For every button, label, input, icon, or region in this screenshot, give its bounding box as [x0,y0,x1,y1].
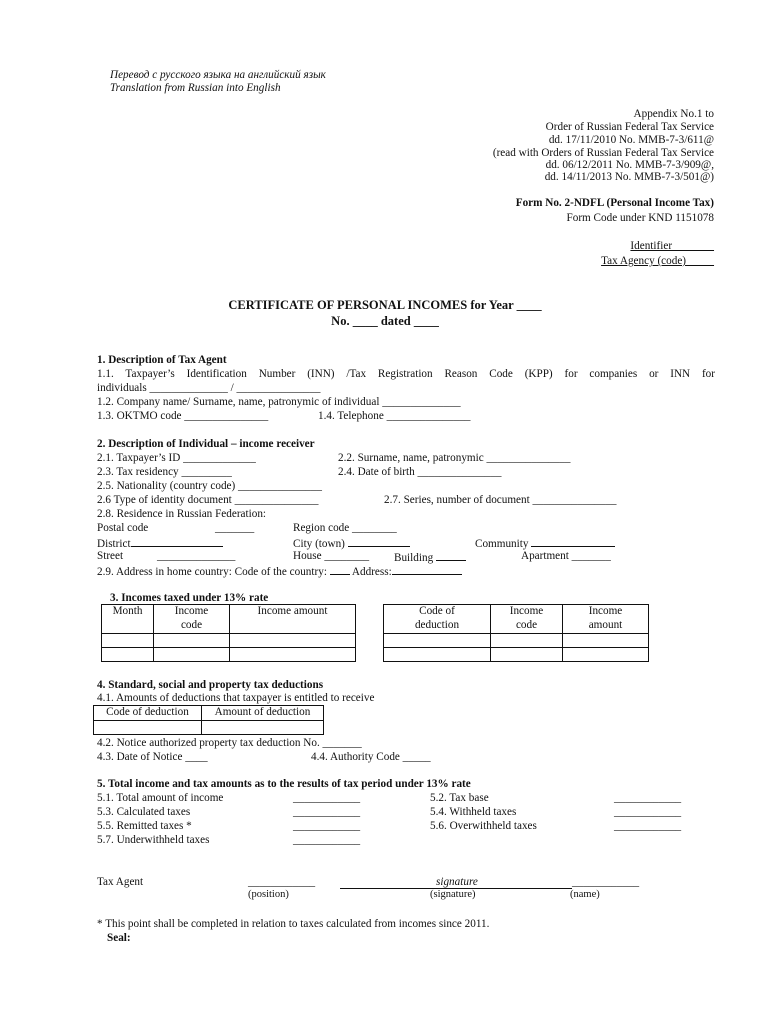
district-blank [131,535,223,547]
signature-caption: (signature) [430,889,476,900]
total-income-blank: ____________ [293,792,361,804]
footnote: * This point shall be completed in relation to taxes calculated from incomes since 2011. [97,918,490,930]
translation-note-ru: Перевод с русского языка на английский язык [110,69,326,81]
table-cell[interactable] [202,720,324,734]
section-3-heading: 3. Incomes taxed under 13% rate [110,592,269,604]
city-label: City (town) [293,538,345,550]
withheld-taxes-label: 5.4. Withheld taxes [430,806,517,818]
section-5-heading: 5. Total income and tax amounts as to the results of tax period under 13% rate [97,778,471,790]
table-cell[interactable] [102,648,154,662]
identity-document-line: 2.6 Type of identity document _______________ [97,494,319,506]
table-cell[interactable] [563,634,649,648]
tax-base-label: 5.2. Tax base [430,792,489,804]
tax-agent-label: Tax Agent [97,876,144,888]
withheld-taxes-blank: ____________ [614,806,682,818]
table-cell[interactable] [491,648,563,662]
table-cell[interactable] [491,634,563,648]
address-label: Address: [351,566,392,578]
table-cell[interactable] [563,648,649,662]
appendix-line: Appendix No.1 to [633,108,714,120]
building-blank [436,549,466,561]
postal-code-blank: _______ [215,522,255,534]
overwithheld-taxes-label: 5.6. Overwithheld taxes [430,820,537,832]
company-name-line: 1.2. Company name/ Surname, name, patronymic of individual ______________ [97,396,461,408]
street-label: Street [97,550,124,562]
form-number: Form No. 2-NDFL (Personal Income Tax) [515,197,714,209]
appendix-line: dd. 14/11/2013 No. MMB-7-3/501@) [544,171,714,183]
appendix-line: dd. 17/11/2010 No. MMB-7-3/611@ [548,134,714,146]
overwithheld-taxes-blank: ____________ [614,820,682,832]
table-header: Income amount [563,605,649,634]
date-of-birth-line: 2.4. Date of birth _______________ [338,466,502,478]
incomes-table-left [101,604,356,662]
table-header: Code of deduction [384,605,491,634]
deductions-table [93,705,324,735]
remitted-taxes-blank: ____________ [293,820,361,832]
appendix-line: Order of Russian Federal Tax Service [545,121,714,133]
surname-line: 2.2. Surname, name, patronymic _______________ [338,452,571,464]
table-cell[interactable] [102,634,154,648]
table-header: Income code [154,605,230,634]
incomes-table-right [383,604,649,662]
building-label: Building [394,552,434,564]
identifier-field: Identifier _______ [630,240,714,252]
section-4-heading: 4. Standard, social and property tax deductions [97,679,324,691]
calculated-taxes-label: 5.3. Calculated taxes [97,806,191,818]
form-code: Form Code under KND 1151078 [566,212,714,224]
notice-deduction-line: 4.2. Notice authorized property tax deduction No. _______ [97,737,362,749]
postal-code-label: Postal code [97,522,149,534]
district-label: District [97,538,131,550]
table-header: Code of deduction [94,706,202,721]
signature-line [340,875,572,889]
table-cell[interactable] [154,634,230,648]
position-caption: (position) [248,889,289,900]
table-cell[interactable] [154,648,230,662]
tax-residency-line: 2.3. Tax residency _________ [97,466,232,478]
address-blank [392,563,462,575]
translation-note-en: Translation from Russian into English [110,82,281,94]
table-cell[interactable] [384,634,491,648]
home-country-label: 2.9. Address in home country: Code of the country: [97,566,327,578]
table-header: Amount of deduction [202,706,324,721]
table-cell[interactable] [230,634,356,648]
table-header: Income code [491,605,563,634]
underwithheld-taxes-blank: ____________ [293,834,361,846]
table-header: Income amount [230,605,356,634]
document-series-line: 2.7. Series, number of document _______________ [384,494,617,506]
total-income-label: 5.1. Total amount of income [97,792,224,804]
authority-code-line: 4.4. Authority Code _____ [311,751,431,763]
name-blank: ____________ [572,876,640,888]
table-cell[interactable] [230,648,356,662]
seal-label: Seal: [107,932,131,944]
name-caption: (name) [570,889,600,900]
table-header: Month [102,605,154,634]
country-code-blank [330,563,350,575]
table-cell[interactable] [384,648,491,662]
apartment-line: Apartment _______ [521,550,611,562]
section-1-heading: 1. Description of Tax Agent [97,354,227,366]
table-cell[interactable] [94,720,202,734]
telephone-line: 1.4. Telephone _______________ [318,410,471,422]
street-blank: ______________ [157,550,236,562]
residence-heading: 2.8. Residence in Russian Federation: [97,508,267,520]
section-2-heading: 2. Description of Individual – income receiver [97,438,315,450]
home-address-line [97,563,462,579]
community-blank [531,535,615,547]
certificate-title: CERTIFICATE OF PERSONAL INCOMES for Year ____ [228,298,542,312]
tax-agency-code-field: Tax Agency (code)_____ [601,255,714,267]
underwithheld-taxes-label: 5.7. Underwithheld taxes [97,834,210,846]
calculated-taxes-blank: ____________ [293,806,361,818]
house-line: House ________ [293,550,370,562]
date-of-notice-line: 4.3. Date of Notice ____ [97,751,208,763]
appendix-line: (read with Orders of Russian Federal Tax Service [492,147,714,159]
deductions-entitled-line: 4.1. Amounts of deductions that taxpayer is entitled to receive [97,692,375,704]
inn-kpp-line: 1.1. Taxpayer’s Identification Number (INN) /Tax Registration Reason Code (KPP) for companies or INN for [97,368,715,380]
position-blank: ____________ [248,876,316,888]
oktmo-code-line: 1.3. OKTMO code _______________ [97,410,269,422]
taxpayer-id-line: 2.1. Taxpayer’s ID _____________ [97,452,256,464]
tax-base-blank: ____________ [614,792,682,804]
certificate-number-date: No. ____ dated ____ [331,314,439,328]
inn-individuals-line: individuals ______________ / _______________ [97,382,321,394]
city-blank [348,535,410,547]
region-code-line: Region code ________ [293,522,397,534]
signature-word: signature [436,876,478,888]
nationality-line: 2.5. Nationality (country code) _______________ [97,480,322,492]
remitted-taxes-label: 5.5. Remitted taxes * [97,820,192,832]
community-label: Community [475,538,529,550]
appendix-line: dd. 06/12/2011 No. MMB-7-3/909@, [545,159,714,171]
